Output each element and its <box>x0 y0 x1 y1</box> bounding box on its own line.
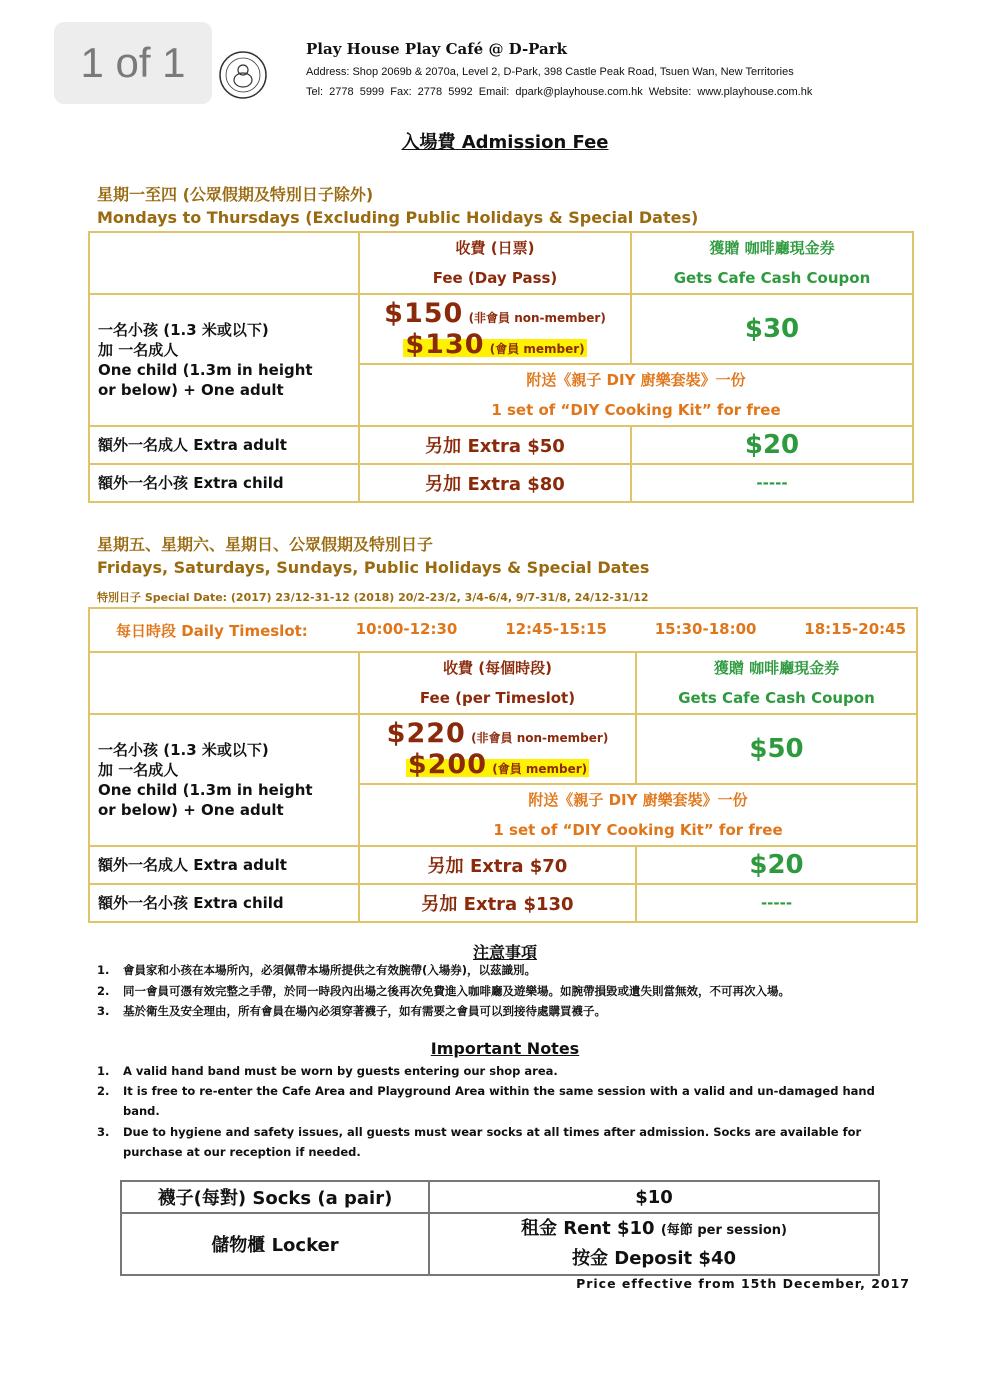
locker-rent: 租金 Rent $10 <box>520 1218 655 1239</box>
note-zh-1: 1. 會員家和小孩在本場所內，必須佩帶本場所提供之有效腕帶(入場券)，以茲識別。 <box>97 963 537 977</box>
page-title: 入場費 Admission Fee <box>401 132 609 153</box>
weekend-row-main-zh2: 加 一名成人 <box>98 761 179 779</box>
weekday-adult-coupon: $20 <box>744 430 800 460</box>
weekday-col-fee-zh: 收費 (日票) <box>455 239 535 257</box>
note-zh-2: 2. 同一會員可憑有效完整之手帶，於同一時段內出場之後再次免費進入咖啡廳及遊樂場。如腕帶損毀或遺失則當無效，不可再次入場。 <box>97 984 790 998</box>
weekend-price-member: $200 <box>407 749 487 780</box>
note-zh-3: 3. 基於衛生及安全理由，所有會員在場內必須穿著襪子，如有需要之會員可以到接待處購買襪子。 <box>97 1004 606 1018</box>
price-effective-note: Price effective from 15th December, 2017 <box>576 1276 910 1291</box>
timeslot-1: 10:00-12:30 <box>355 619 458 638</box>
weekday-child-fee: 另加 Extra $80 <box>359 464 631 502</box>
page-indicator: 1 of 1 <box>54 22 212 104</box>
weekday-coupon-main: $30 <box>744 314 800 344</box>
socks-price: $10 <box>429 1181 879 1213</box>
weekday-col-fee-en: Fee (Day Pass) <box>432 269 558 287</box>
weekday-fee-table <box>88 231 914 503</box>
notes-en-title: Important Notes <box>430 1039 580 1058</box>
weekend-row-child: 額外一名小孩 Extra child <box>89 884 359 922</box>
weekday-gift-zh: 附送《親子 DIY 廚樂套裝》一份 <box>526 371 746 389</box>
weekend-row-main-zh1: 一名小孩 (1.3 米或以下) <box>98 741 269 759</box>
locker-rent-note: (每節 per session) <box>660 1223 788 1238</box>
note-en-2: 2. It is free to re-enter the Cafe Area and Playground Area within the same session with a valid and un-damaged hand band. <box>97 1084 875 1118</box>
shop-address: Address: Shop 2069b & 2070a, Level 2, D-Park, 398 Castle Peak Road, Tsuen Wan, New Territories <box>306 66 794 78</box>
weekday-col-coupon-en: Gets Cafe Cash Coupon <box>673 269 871 287</box>
timeslot-label: 每日時段 Daily Timeslot: <box>116 621 308 640</box>
playhouse-logo <box>218 50 268 100</box>
weekday-gift-en: 1 set of “DIY Cooking Kit” for free <box>491 401 781 419</box>
weekday-row-main-zh1: 一名小孩 (1.3 米或以下) <box>98 321 269 339</box>
weekday-heading-en: Mondays to Thursdays (Excluding Public Holidays & Special Dates) <box>97 208 699 227</box>
weekend-child-coupon: ----- <box>636 884 917 922</box>
weekday-price-member-note: (會員 member) <box>489 342 585 356</box>
weekday-row-adult: 額外一名成人 Extra adult <box>89 426 359 464</box>
note-en-1: 1. A valid hand band must be worn by guests entering our shop area. <box>97 1064 558 1078</box>
weekend-heading-en: Fridays, Saturdays, Sundays, Public Holidays & Special Dates <box>97 558 650 577</box>
shop-contact: Tel: 2778 5999 Fax: 2778 5992 Email: dpark@playhouse.com.hk Website: www.playhouse.com.hk <box>306 86 813 98</box>
weekday-row-main-zh2: 加 一名成人 <box>98 341 179 359</box>
locker-deposit: 按金 Deposit $40 <box>572 1248 736 1269</box>
weekday-col-coupon-zh: 獲贈 咖啡廳現金券 <box>709 239 835 257</box>
weekend-adult-coupon: $20 <box>749 850 804 880</box>
weekend-row-main-en2: or below) + One adult <box>98 801 284 819</box>
weekday-row-child: 額外一名小孩 Extra child <box>89 464 359 502</box>
shop-name: Play House Play Café @ D-Park <box>306 40 568 58</box>
weekend-col-fee-en: Fee (per Timeslot) <box>419 689 576 707</box>
weekday-child-coupon: ----- <box>631 464 913 502</box>
weekend-price-member-note: (會員 member) <box>492 762 588 776</box>
weekday-heading-zh: 星期一至四 (公眾假期及特別日子除外) <box>97 185 374 204</box>
weekday-price-nonmember: $150 <box>384 298 464 329</box>
weekend-col-coupon-zh: 獲贈 咖啡廳現金券 <box>713 659 840 677</box>
extras-table <box>120 1180 880 1276</box>
weekend-gift-zh: 附送《親子 DIY 廚樂套裝》一份 <box>528 791 748 809</box>
weekday-price-nonmember-note: (非會員 non-member) <box>468 311 606 325</box>
notes-zh-title: 注意事項 <box>472 943 537 962</box>
weekday-row-main-en1: One child (1.3m in height <box>98 361 313 379</box>
weekend-fee-table <box>88 607 918 923</box>
timeslot-4: 18:15-20:45 <box>804 619 906 638</box>
weekend-row-adult: 額外一名成人 Extra adult <box>89 846 359 884</box>
timeslot-3: 15:30-18:00 <box>654 619 757 638</box>
special-dates: 特別日子 Special Date: (2017) 23/12-31-12 (2018) 20/2-23/2, 3/4-6/4, 9/7-31/8, 24/12-31/12 <box>97 591 649 604</box>
weekday-price-member: $130 <box>405 329 485 360</box>
weekend-child-fee: 另加 Extra $130 <box>359 884 636 922</box>
note-en-3: 3. Due to hygiene and safety issues, all guests must wear socks at all times after admission. Socks are available for purchase at our reception if needed. <box>97 1125 862 1159</box>
weekday-row-main-en2: or below) + One adult <box>98 381 284 399</box>
weekend-adult-fee: 另加 Extra $70 <box>359 846 636 884</box>
timeslot-2: 12:45-15:15 <box>505 619 607 638</box>
weekday-adult-fee: 另加 Extra $50 <box>359 426 631 464</box>
weekend-col-fee-zh: 收費 (每個時段) <box>443 659 552 677</box>
weekend-row-main-en1: One child (1.3m in height <box>98 781 313 799</box>
weekend-col-coupon-en: Gets Cafe Cash Coupon <box>678 689 875 707</box>
weekend-gift-en: 1 set of “DIY Cooking Kit” for free <box>493 821 783 839</box>
weekend-price-nonmember-note: (非會員 non-member) <box>471 731 609 745</box>
locker-label: 儲物櫃 Locker <box>121 1213 429 1275</box>
weekend-heading-zh: 星期五、星期六、星期日、公眾假期及特別日子 <box>97 535 434 554</box>
weekend-price-nonmember: $220 <box>386 718 466 749</box>
socks-label: 襪子(每對) Socks (a pair) <box>121 1181 429 1213</box>
weekend-coupon-main: $50 <box>749 734 804 764</box>
